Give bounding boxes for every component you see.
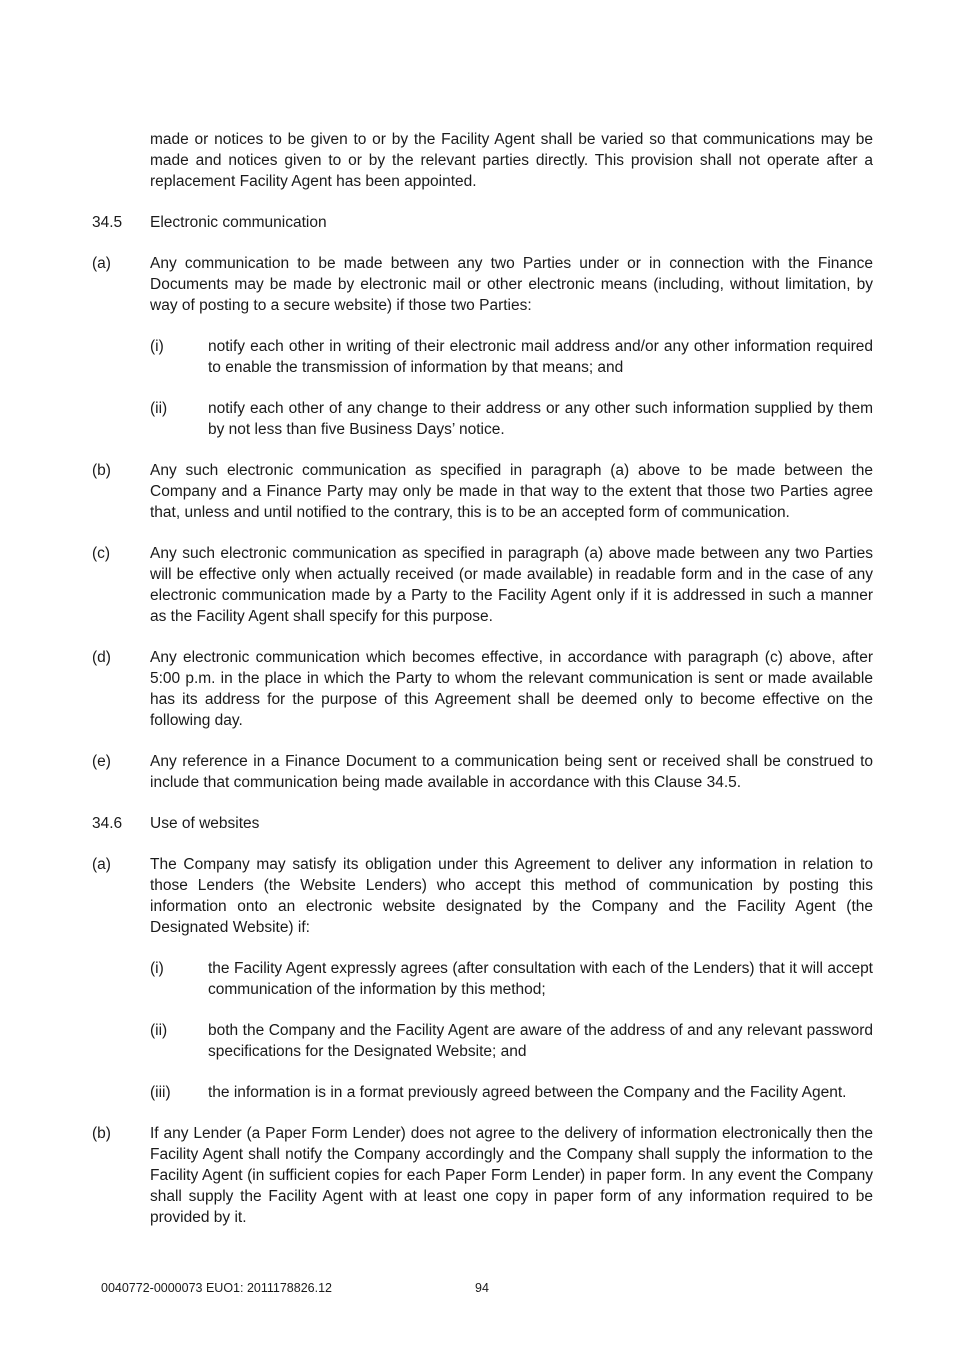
subparagraph-34-5-a-i [150,336,873,378]
paragraph-34-5-e [92,751,873,793]
subparagraph-text: the information is in a format previously agreed between the Company and the Facility Agent. [208,1084,847,1101]
intro-paragraph: made or notices to be given to or by the Facility Agent shall be varied so that communications may be made and notices given to or by the relevant parties directly. This provision shall not operate after a replacement Facility Agent has been appointed. [150,131,873,190]
clause-number: 34.6 [92,815,123,832]
clause-34-6-heading [92,813,873,834]
subparagraph-34-5-a-ii [150,398,873,440]
paragraph-label: (c) [92,545,111,562]
paragraph-34-5-c [92,543,873,627]
subparagraph-text: both the Company and the Facility Agent are aware of the address of and any relevant password specifications for the Designated Website; and [208,1022,873,1060]
paragraph-label: (a) [92,255,111,272]
subparagraph-text: notify each other in writing of their electronic mail address and/or any other information required to enable the transmission of information by that means; and [208,338,873,376]
subparagraph-label: (i) [150,338,164,355]
subparagraph-text: notify each other of any change to their address or any other such information supplied by them by not less than five Business Days’ notice. [208,400,873,438]
subparagraph-34-6-a-iii [150,1082,873,1103]
paragraph-34-5-d [92,647,873,731]
paragraph-34-5-a [92,253,873,316]
subparagraph-34-6-a-ii [150,1020,873,1062]
paragraph-text: If any Lender (a Paper Form Lender) does not agree to the delivery of information electronically then the Facility Agent shall notify the Company accordingly and the Company shall supply the information to the Facility Agent (in sufficient copies for each Paper Form Lender) in paper form. In any event the Company shall supply the Facility Agent with at least one copy in paper form of any information required to be provided by it. [150,1125,873,1226]
clause-title: Electronic communication [150,214,327,231]
paragraph-text: Any electronic communication which becomes effective, in accordance with paragraph (c) above, after 5:00 p.m. in the place in which the Party to whom the relevant communication is sent or made available has its address for the purpose of this Agreement shall be deemed only to become effective on the following day. [150,649,873,729]
subparagraph-label: (iii) [150,1084,171,1101]
document-body [92,129,873,1248]
clause-title: Use of websites [150,815,260,832]
paragraph-label: (b) [92,462,111,479]
paragraph-34-6-b [92,1123,873,1228]
paragraph-label: (b) [92,1125,111,1142]
footer-document-id: 0040772-0000073 EUO1: 2011178826.12 [101,1281,332,1295]
paragraph-text: Any communication to be made between any two Parties under or in connection with the Finance Documents may be made by electronic mail or other electronic means (including, without limitation, by way of posting to a secure website) if those two Parties: [150,255,873,314]
subparagraph-34-6-a-i [150,958,873,1000]
paragraph-34-6-a [92,854,873,938]
paragraph-text: Any such electronic communication as specified in paragraph (a) above made between any two Parties will be effective only when actually received (or made available) in readable form and in the case of any electronic communication made by a Party to the Facility Agent only if it is addressed in such a manner as the Facility Agent shall specify for this purpose. [150,545,873,625]
subparagraph-label: (ii) [150,1022,168,1039]
paragraph-label: (a) [92,856,111,873]
paragraph-label: (d) [92,649,111,666]
paragraph-label: (e) [92,753,111,770]
paragraph-text: The Company may satisfy its obligation under this Agreement to deliver any information in relation to those Lenders (the Website Lenders) who accept this method of communication by posting this information onto an electronic website designated by the Company and the Facility Agent (the Designated Website) if: [150,856,873,936]
subparagraph-label: (ii) [150,400,168,417]
footer-page-number: 94 [475,1281,489,1295]
clause-number: 34.5 [92,214,123,231]
clause-34-5-heading [92,212,873,233]
paragraph-text: Any such electronic communication as specified in paragraph (a) above to be made between the Company and a Finance Party may only be made in that way to the extent that those two Parties agree that, unless and until notified to the contrary, this is to be an accepted form of communication. [150,462,873,521]
paragraph-text: Any reference in a Finance Document to a communication being sent or received shall be construed to include that communication being made available in accordance with this Clause 34.5. [150,753,873,791]
paragraph-34-5-b [92,460,873,523]
subparagraph-text: the Facility Agent expressly agrees (after consultation with each of the Lenders) that it will accept communication of the information by this method; [208,960,873,998]
subparagraph-label: (i) [150,960,164,977]
